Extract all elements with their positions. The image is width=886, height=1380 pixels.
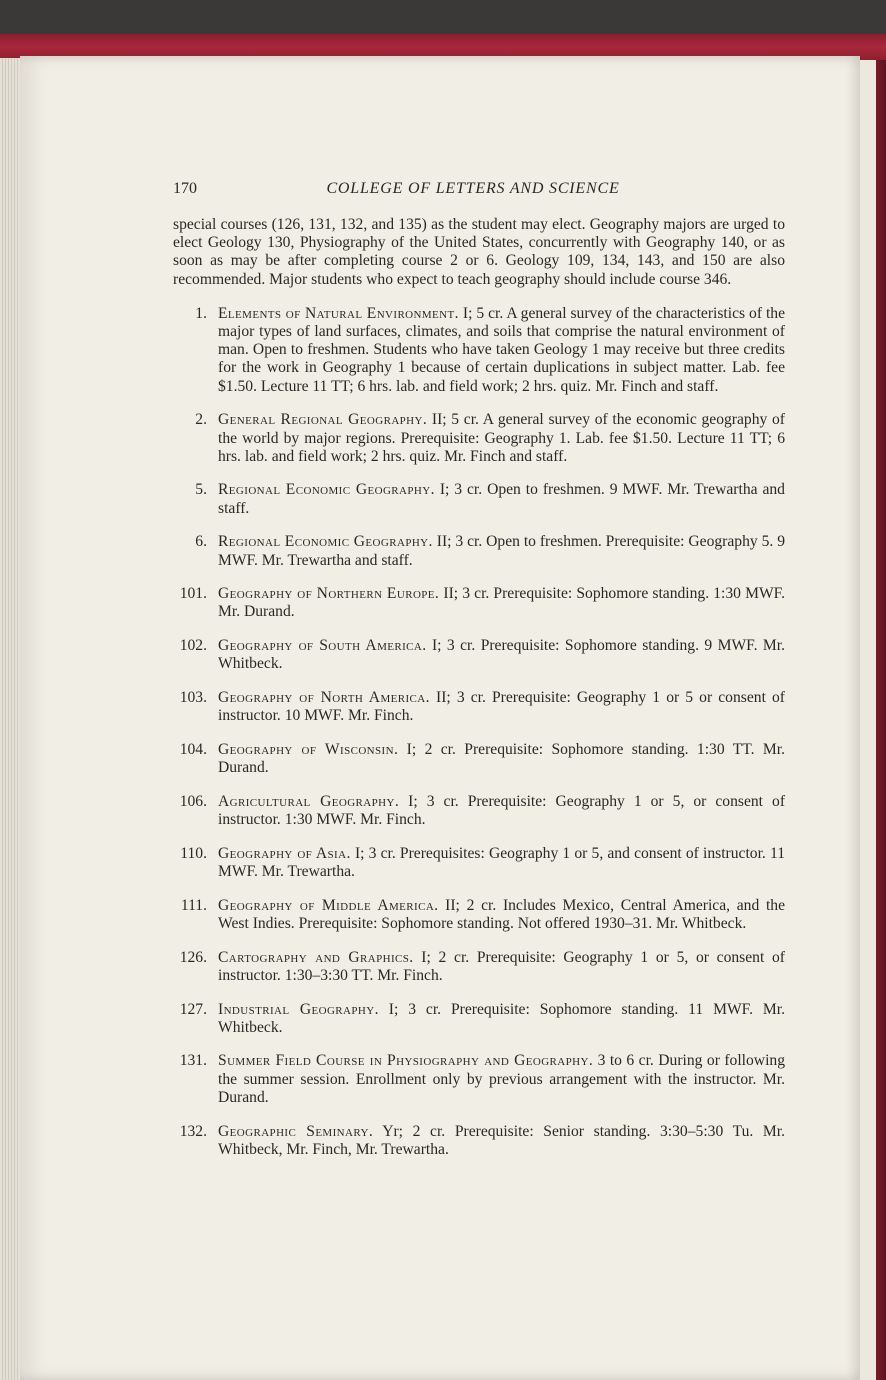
course-description: 3 to 6 cr. During or following the summer session. Enrollment only by previous arrangement with the instructor. Mr. Durand. (218, 1052, 785, 1106)
course-number: 1. (195, 304, 207, 322)
course-number: 104. (179, 740, 207, 758)
course-entry (173, 533, 785, 569)
course-number: 110. (180, 844, 207, 862)
course-number: 127. (179, 1000, 207, 1018)
course-description: II; 5 cr. A general survey of the economic geography of the world by major regions. Prerequisite: Geography 1. Lab. fee $1.50. Lecture 11 TT; 6 hrs. lab. and field work; 2 hrs. quiz. Mr. Finch and staff. (218, 411, 785, 465)
course-list (173, 305, 785, 1159)
course-title: Regional Economic Geography. (218, 481, 435, 499)
course-description: II; 3 cr. Prerequisite: Geography 1 or 5 or consent of instructor. 10 MWF. Mr. Finch. (218, 689, 785, 725)
course-description: Yr; 2 cr. Prerequisite: Senior standing. 3:30–5:30 Tu. Mr. Whitbeck, Mr. Finch, Mr. Trewartha. (218, 1122, 785, 1158)
course-title: Geography of Asia. (218, 844, 351, 862)
page-header (173, 180, 785, 202)
course-entry (173, 637, 785, 673)
course-number: 102. (179, 637, 207, 655)
course-number: 131. (179, 1052, 207, 1070)
course-entry (173, 689, 785, 725)
page-number: 170 (173, 180, 197, 197)
course-title: Cartography and Graphics. (218, 948, 414, 966)
course-number: 103. (179, 689, 207, 707)
course-title: Geography of Middle America. (218, 896, 439, 914)
course-description: II; 3 cr. Prerequisite: Sophomore standing. 1:30 MWF. Mr. Durand. (218, 585, 786, 621)
course-description: I; 3 cr. Prerequisites: Geography 1 or 5, and consent of instructor. 11 MWF. Mr. Trewartha. (218, 844, 785, 880)
course-description: I; 5 cr. A general survey of the characteristics of the major types of land surfaces, climates, and soils that comprise the natural environment of man. Open to freshmen. Students who have taken Geology 1 may receive but three credits for the work in Geography 1 because of certain duplications in subject matter. Lab. fee $1.50. Lecture 11 TT; 6 hrs. lab. and field work; 2 hrs. quiz. Mr. Finch and staff. (218, 304, 786, 395)
course-entry (173, 845, 785, 881)
course-title: Geographic Seminary. (218, 1122, 374, 1140)
course-title: Regional Economic Geography. (218, 533, 433, 551)
course-description: II; 3 cr. Open to freshmen. Prerequisite: Geography 5. 9 MWF. Mr. Trewartha and staff. (218, 533, 785, 569)
course-entry (173, 585, 785, 621)
course-entry (173, 1123, 785, 1159)
course-title: Agricultural Geography. (218, 792, 400, 810)
course-entry (173, 897, 785, 933)
course-title: Geography of South America. (218, 637, 427, 655)
course-number: 111. (180, 896, 207, 914)
course-number: 101. (179, 585, 207, 603)
course-description: I; 3 cr. Prerequisite: Geography 1 or 5, or consent of instructor. 1:30 MWF. Mr. Finch. (218, 792, 786, 829)
book-spine-top (0, 0, 886, 36)
course-description: I; 2 cr. Prerequisite: Geography 1 or 5, or consent of instructor. 1:30–3:30 TT. Mr. Finch. (218, 948, 785, 984)
course-number: 6. (195, 533, 207, 551)
course-description: II; 2 cr. Includes Mexico, Central America, and the West Indies. Prerequisite: Sophomore standing. Not offered 1930–31. Mr. Whitbeck. (218, 896, 785, 932)
course-entry (173, 305, 785, 396)
course-entry (173, 949, 785, 985)
course-description: I; 3 cr. Open to freshmen. 9 MWF. Mr. Trewartha and staff. (218, 481, 785, 517)
course-entry (173, 481, 785, 517)
course-title: Geography of Northern Europe. (218, 585, 440, 603)
course-number: 5. (195, 481, 207, 499)
course-title: Summer Field Course in Physiography and Geography. (218, 1052, 594, 1070)
course-entry (173, 793, 785, 829)
course-entry (173, 1052, 785, 1107)
course-description: I; 3 cr. Prerequisite: Sophomore standing. 9 MWF. Mr. Whitbeck. (218, 637, 786, 673)
course-title: General Regional Geography. (218, 411, 428, 429)
running-title: COLLEGE OF LETTERS AND SCIENCE (326, 180, 620, 197)
course-title: Elements of Natural Environment. (218, 304, 459, 322)
course-number: 2. (195, 411, 207, 429)
course-entry (173, 741, 785, 777)
course-description: I; 2 cr. Prerequisite: Sophomore standing. 1:30 TT. Mr. Durand. (218, 740, 785, 777)
course-title: Geography of North America. (218, 689, 430, 707)
course-number: 126. (179, 948, 207, 966)
course-title: Geography of Wisconsin. (218, 740, 399, 758)
course-entry (173, 411, 785, 466)
course-number: 132. (179, 1122, 207, 1140)
course-entry (173, 1001, 785, 1037)
page-body (173, 216, 785, 1174)
course-title: Industrial Geography. (218, 1000, 379, 1018)
intro-paragraph: special courses (126, 131, 132, and 135) as the student may elect. Geography majors are urged to elect Geology 130, Physiography of the United States, concurrently with Geography 140, or as soon as may be after completing course 2 or 6. Geology 109, 134, 143, and 150 are also recommended. Major students who expect to teach geography should include course 346. (173, 216, 785, 288)
course-number: 106. (179, 792, 207, 810)
course-description: I; 3 cr. Prerequisite: Sophomore standing. 11 MWF. Mr. Whitbeck. (218, 1000, 785, 1036)
